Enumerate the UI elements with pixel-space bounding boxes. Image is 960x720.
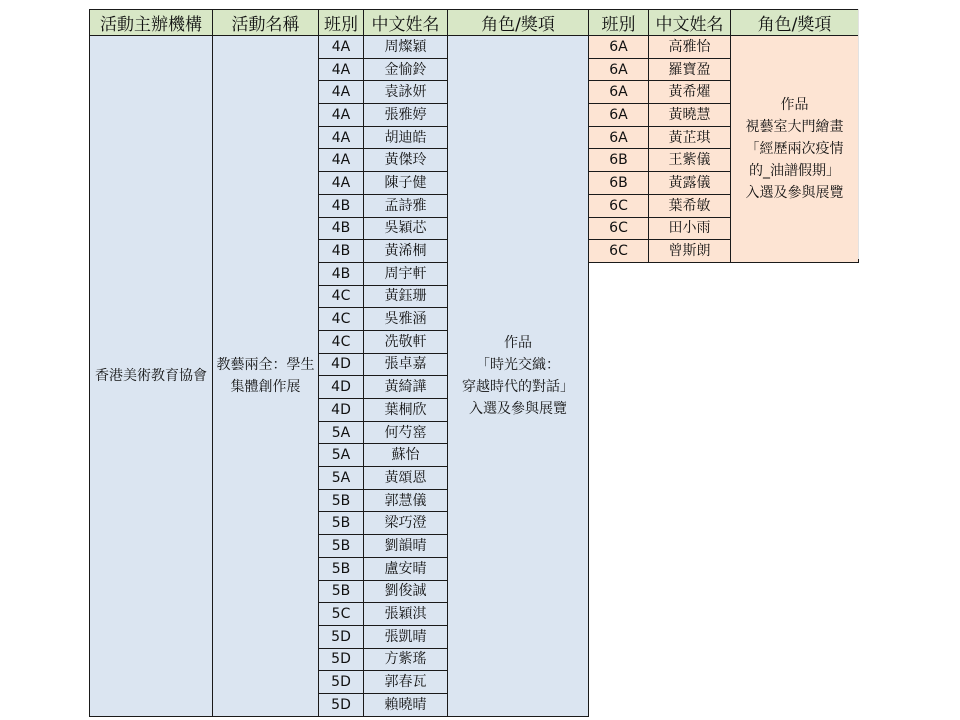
header-organizer: 活動主辦機構 xyxy=(90,10,213,36)
role-award-line: 作品 xyxy=(504,334,532,351)
class-cell: 4A xyxy=(319,126,364,149)
name-cell: 蘇怡 xyxy=(364,444,448,467)
name-cell: 黃浠桐 xyxy=(364,240,448,263)
participants-table-side xyxy=(588,9,859,263)
class-cell: 5D xyxy=(319,648,364,671)
class-cell: 5A xyxy=(319,421,364,444)
name-cell: 黃曉慧 xyxy=(649,104,731,127)
name-cell: 胡迪皓 xyxy=(364,126,448,149)
header-row xyxy=(90,10,589,36)
class-cell: 5D xyxy=(319,671,364,694)
grid-line xyxy=(858,9,859,259)
header-row xyxy=(589,10,859,36)
name-cell: 曾斯朗 xyxy=(649,240,731,263)
class-cell: 6C xyxy=(589,194,649,217)
name-cell: 黃綺譁 xyxy=(364,376,448,399)
name-cell: 葉桐欣 xyxy=(364,399,448,422)
class-cell: 4D xyxy=(319,399,364,422)
header-role-award: 角色/獎項 xyxy=(731,10,859,36)
name-cell: 黃露儀 xyxy=(649,172,731,195)
name-cell: 孟詩雅 xyxy=(364,194,448,217)
name-cell: 陳子健 xyxy=(364,172,448,195)
name-cell: 劉韻晴 xyxy=(364,535,448,558)
name-cell: 黃芷琪 xyxy=(649,126,731,149)
name-cell: 賴曉晴 xyxy=(364,693,448,716)
class-cell: 6A xyxy=(589,36,649,59)
class-cell: 4B xyxy=(319,262,364,285)
class-cell: 4A xyxy=(319,58,364,81)
role-award-line: 作品 xyxy=(780,96,809,113)
class-cell: 5C xyxy=(319,603,364,626)
class-cell: 4B xyxy=(319,240,364,263)
name-cell: 吳雅涵 xyxy=(364,308,448,331)
header-class: 班別 xyxy=(319,10,364,36)
class-cell: 5B xyxy=(319,557,364,580)
name-cell: 張卓嘉 xyxy=(364,353,448,376)
class-cell: 5B xyxy=(319,535,364,558)
name-cell: 袁詠妍 xyxy=(364,81,448,104)
class-cell: 5B xyxy=(319,512,364,535)
name-cell: 田小雨 xyxy=(649,217,731,240)
name-cell: 張凱晴 xyxy=(364,625,448,648)
header-chinese-name: 中文姓名 xyxy=(364,10,448,36)
class-cell: 4C xyxy=(319,330,364,353)
class-cell: 5A xyxy=(319,467,364,490)
class-cell: 6B xyxy=(589,149,649,172)
organizer-cell: 香港美術教育協會 xyxy=(90,36,213,717)
class-cell: 4D xyxy=(319,376,364,399)
name-cell: 何芍窰 xyxy=(364,421,448,444)
role-award-line: 的_油譜假期」 xyxy=(749,162,840,179)
role-award-line: 穿越時代的對話」 xyxy=(462,378,574,395)
role-award-cell xyxy=(448,36,589,717)
role-award-line: 入選及參與展覽 xyxy=(745,184,844,201)
header-role-award: 角色/獎項 xyxy=(448,10,589,36)
name-cell: 葉希敏 xyxy=(649,194,731,217)
table-row xyxy=(589,36,859,59)
name-cell: 劉俊誠 xyxy=(364,580,448,603)
class-cell: 6A xyxy=(589,81,649,104)
class-cell: 6A xyxy=(589,58,649,81)
class-cell: 4C xyxy=(319,308,364,331)
name-cell: 吳穎芯 xyxy=(364,217,448,240)
name-cell: 盧安晴 xyxy=(364,557,448,580)
class-cell: 4A xyxy=(319,149,364,172)
class-cell: 4A xyxy=(319,81,364,104)
name-cell: 冼敬軒 xyxy=(364,330,448,353)
name-cell: 郭春瓦 xyxy=(364,671,448,694)
class-cell: 4A xyxy=(319,36,364,59)
name-cell: 黃傑玲 xyxy=(364,149,448,172)
name-cell: 羅寶盈 xyxy=(649,58,731,81)
participants-table-main xyxy=(89,9,589,717)
class-cell: 5D xyxy=(319,625,364,648)
table-row xyxy=(90,36,589,59)
header-activity: 活動名稱 xyxy=(213,10,319,36)
class-cell: 4C xyxy=(319,285,364,308)
activity-cell: 教藝兩全：學生集體創作展 xyxy=(213,36,319,717)
class-cell: 5B xyxy=(319,489,364,512)
class-cell: 4D xyxy=(319,353,364,376)
header-chinese-name: 中文姓名 xyxy=(649,10,731,36)
class-cell: 5B xyxy=(319,580,364,603)
class-cell: 4B xyxy=(319,194,364,217)
name-cell: 黃鈺珊 xyxy=(364,285,448,308)
class-cell: 4A xyxy=(319,104,364,127)
name-cell: 黃希燿 xyxy=(649,81,731,104)
name-cell: 梁巧澄 xyxy=(364,512,448,535)
role-award-line: 入選及參與展覽 xyxy=(469,400,567,417)
class-cell: 5A xyxy=(319,444,364,467)
name-cell: 周宇軒 xyxy=(364,262,448,285)
name-cell: 郭慧儀 xyxy=(364,489,448,512)
name-cell: 方紫瑤 xyxy=(364,648,448,671)
header-class: 班別 xyxy=(589,10,649,36)
name-cell: 張雅婷 xyxy=(364,104,448,127)
class-cell: 5D xyxy=(319,693,364,716)
role-award-cell xyxy=(731,36,859,263)
class-cell: 6C xyxy=(589,217,649,240)
class-cell: 6A xyxy=(589,104,649,127)
class-cell: 6A xyxy=(589,126,649,149)
class-cell: 6B xyxy=(589,172,649,195)
name-cell: 王紫儀 xyxy=(649,149,731,172)
class-cell: 4A xyxy=(319,172,364,195)
name-cell: 高雅怡 xyxy=(649,36,731,59)
name-cell: 黃頌恩 xyxy=(364,467,448,490)
role-award-line: 「經歷兩次疫情 xyxy=(745,140,844,157)
role-award-line: 「時光交織： xyxy=(476,356,560,373)
class-cell: 4B xyxy=(319,217,364,240)
class-cell: 6C xyxy=(589,240,649,263)
name-cell: 金愉鈴 xyxy=(364,58,448,81)
role-award-line: 視藝室大門繪畫 xyxy=(745,118,844,135)
name-cell: 周燦穎 xyxy=(364,36,448,59)
name-cell: 張穎淇 xyxy=(364,603,448,626)
